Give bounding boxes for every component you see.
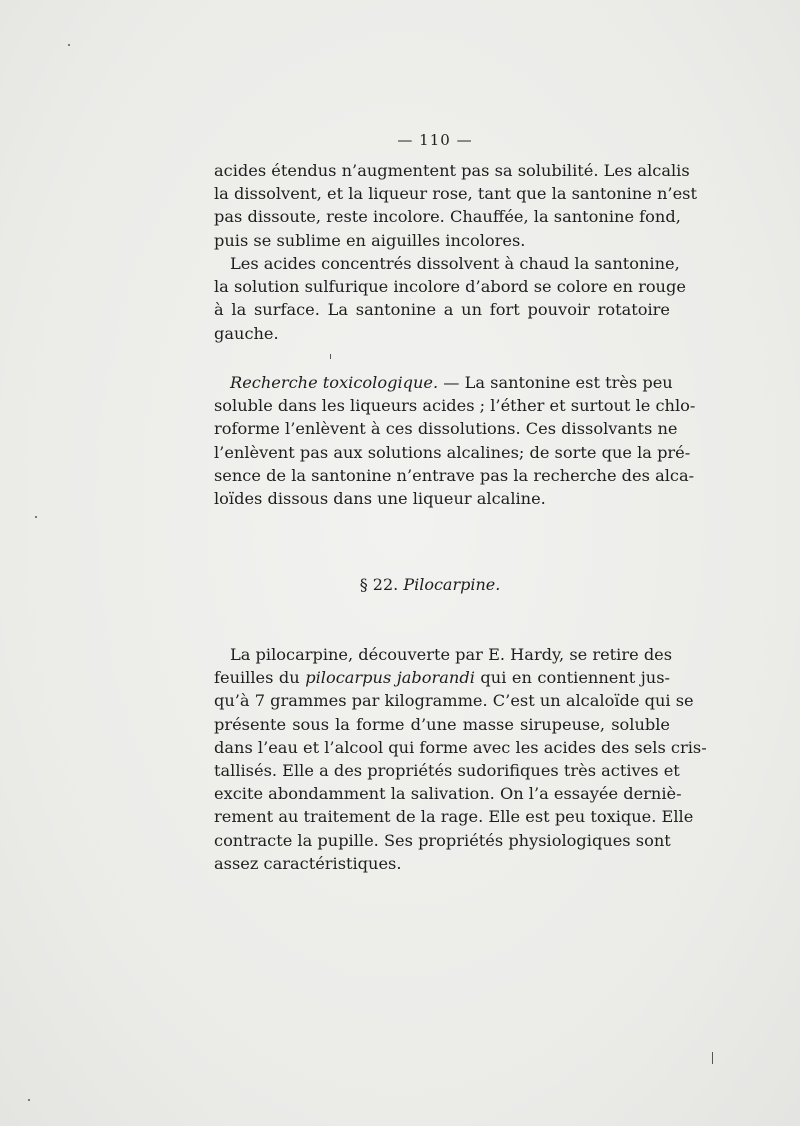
text-line: tallisés. Elle a des propriétés sudorifiques très actives et (214, 761, 680, 781)
section-heading (0, 575, 800, 594)
section-title: Pilocarpine. (403, 575, 501, 594)
text-line: loïdes dissous dans une liqueur alcaline. (214, 489, 546, 509)
species-name: pilocarpus jaborandi (305, 668, 475, 688)
paper-speck (68, 44, 70, 46)
paragraph-4 (214, 643, 707, 875)
text-line: la solution sulfurique incolore d’abord se colore en rouge (214, 277, 686, 297)
section-number: § 22. (359, 575, 399, 594)
text-line: roforme l’enlèvent à ces dissolutions. Ces dissolvants ne (214, 419, 678, 439)
text-line: Les acides concentrés dissolvent à chaud la santonine, (230, 254, 680, 273)
text-line: puis se sublime en aiguilles incolores. (214, 230, 526, 250)
text-line: présente sous la forme d’une masse sirupeuse, soluble (214, 714, 670, 734)
paragraph-1 (214, 159, 697, 252)
text-line: pas dissoute, reste incolore. Chauffée, la santonine fond, (214, 207, 681, 227)
text-fragment: qui en contiennent jus- (474, 668, 670, 688)
text-line: gauche. (214, 323, 279, 343)
text-line: sence de la santonine n’entrave pas la recherche des alca- (214, 465, 695, 485)
text-line: contracte la pupille. Ses propriétés physiologiques sont (214, 830, 671, 850)
text-line: rement au traitement de la rage. Elle est peu toxique. Elle (214, 807, 694, 827)
text-line: soluble dans les liqueurs acides ; l’éther et surtout le chlo- (214, 396, 696, 416)
paper-speck (712, 1052, 713, 1064)
text-line: dans l’eau et l’alcool qui forme avec les acides des sels cris- (214, 737, 707, 757)
paper-speck (35, 516, 37, 518)
text-line: à la surface. La santonine a un fort pouvoir rotatoire (214, 300, 670, 320)
page-number: — 110 — (397, 131, 473, 149)
text-line: la dissolvent, et la liqueur rose, tant que la santonine n’est (214, 184, 697, 204)
paper-speck (28, 1099, 30, 1101)
text-line: assez caractéristiques. (214, 853, 402, 873)
text-line (214, 371, 673, 394)
text-fragment: feuilles du (214, 668, 306, 688)
text-fragment: — La santonine est très peu (438, 373, 673, 392)
paragraph-3 (214, 371, 696, 510)
paragraph-heading: Recherche toxicologique. (230, 373, 439, 392)
text-line: La pilocarpine, découverte par E. Hardy, se retire des (230, 645, 673, 664)
text-line: qu’à 7 grammes par kilogramme. C’est un alcaloïde qui se (214, 691, 694, 711)
text-line: l’enlèvent pas aux solutions alcalines; de sorte que la pré- (214, 442, 691, 462)
text-line: excite abondamment la salivation. On l’a essayée derniè- (214, 784, 682, 804)
paper-speck (330, 354, 331, 359)
paragraph-2 (214, 252, 686, 345)
text-line (214, 666, 670, 689)
text-line: acides étendus n’augmentent pas sa solubilité. Les alcalis (214, 161, 690, 180)
